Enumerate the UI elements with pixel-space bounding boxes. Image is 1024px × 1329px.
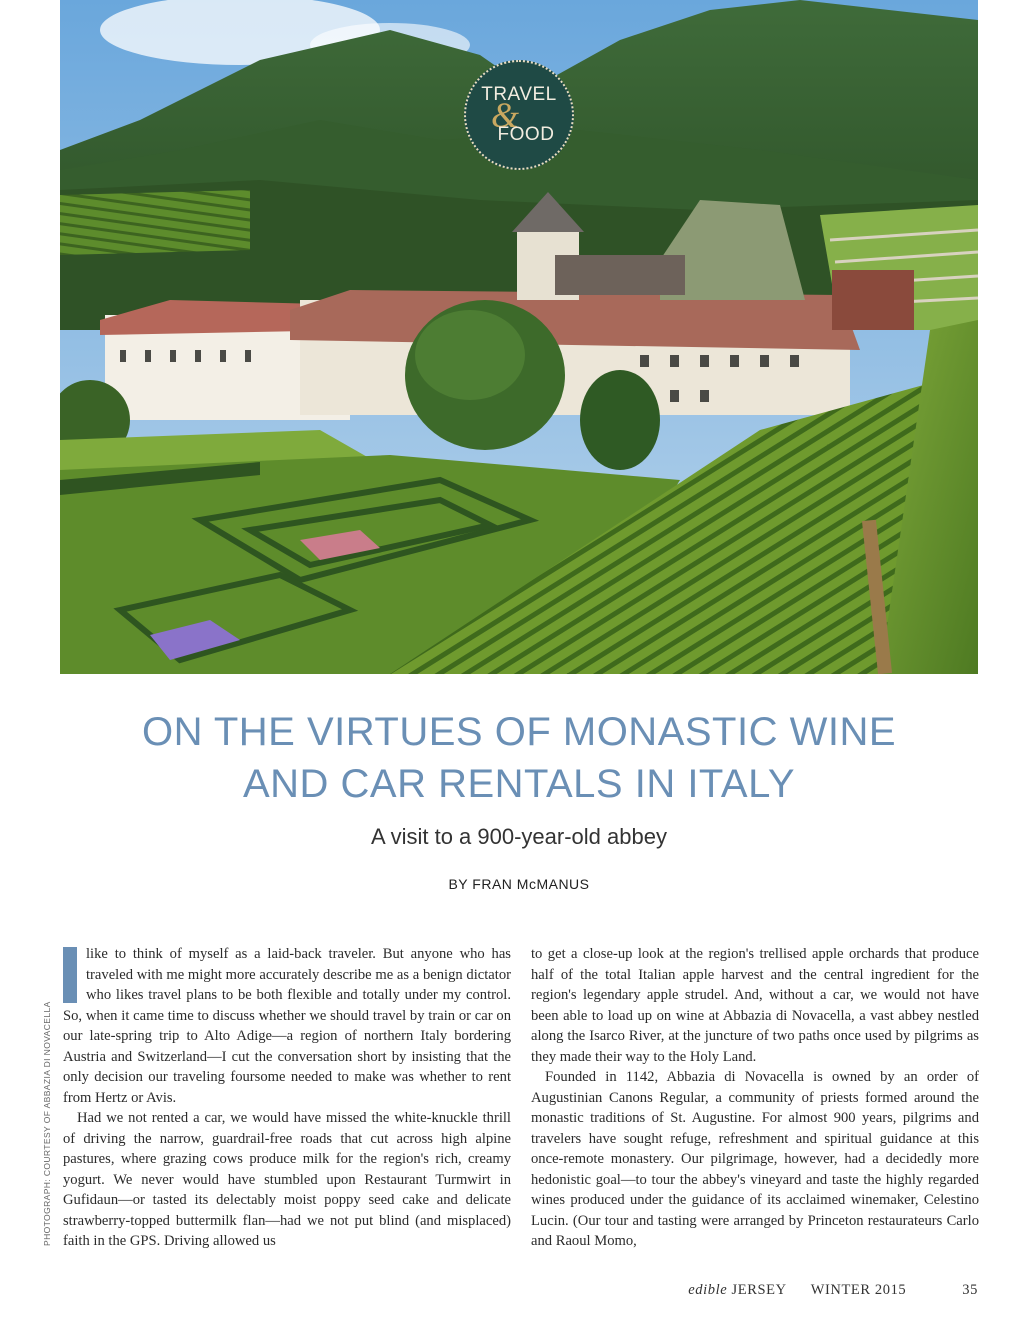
badge-ampersand: & bbox=[490, 95, 519, 135]
article-byline: BY FRAN McMANUS bbox=[448, 876, 590, 892]
page-number: 35 bbox=[962, 1282, 978, 1298]
page-footer bbox=[688, 1282, 978, 1299]
body-paragraph: Founded in 1142, Abbazia di Novacella is owned by an order of Augustinian Canons Regular, a community of priests formed around the monastic traditions of St. Augustine. For almost 900 years, pilgrims and travelers have sought refuge, refreshment and spiritual guidance at this once-remote monastery. Our pilgrimage, however, had a decidedly more hedonistic goal—to tour the abbey's vineyard and taste the highly regarded wines produced under the guidance of its acclaimed winemaker, Celestino Lucin. (Our tour and tasting were arranged by Princeton restaurateurs Carlo and Raoul Momo, bbox=[531, 1069, 979, 1249]
photo-credit: PHOTOGRAPH: COURTESY OF ABBAZIA DI NOVACELLA bbox=[42, 1001, 52, 1246]
magazine-name-edible: edible bbox=[688, 1282, 728, 1298]
paragraph-text: like to think of myself as a laid-back traveler. But anyone who has traveled with me might more accurately describe me as a benign dictator who likes travel plans to be both flexible and totally under my control. So, when it came time to discuss whether we should travel by train or car on our late-spring trip to Alto Adige—a region of northern Italy bordering Austria and Switzerland—I cut the conversation short by insisting that the only decision our traveling foursome needed to make was whether to rent from Hertz or Avis. bbox=[63, 946, 511, 1106]
headline-line-2: AND CAR RENTALS IN ITALY bbox=[242, 762, 796, 806]
body-column-left bbox=[63, 944, 511, 1252]
magazine-name-jersey: JERSEY bbox=[731, 1282, 787, 1298]
body-paragraph: Had we not rented a car, we would have missed the white-knuckle thrill of driving the narrow, guardrail-free roads that cut across high alpine pastures, where grazing cows produce milk for the region's rich, creamy yogurt. We never would have stumbled upon Restaurant Turmwirt in Gufidaun—or tasted its delectably moist poppy seed cake and delicate strawberry-topped buttermilk flan—had we not put blind (and misplaced) faith in the GPS. Driving allowed us bbox=[63, 1110, 511, 1249]
travel-food-badge bbox=[464, 60, 574, 170]
issue-label: WINTER 2015 bbox=[810, 1282, 907, 1298]
article-headline bbox=[60, 706, 978, 810]
body-paragraph bbox=[63, 944, 511, 1108]
badge-word-travel: TRAVEL bbox=[481, 84, 557, 105]
badge-word-food: FOOD bbox=[497, 124, 555, 145]
body-column-right bbox=[531, 944, 979, 1252]
dropcap-i-mark bbox=[63, 947, 77, 1003]
article-subhead: A visit to a 900-year-old abbey bbox=[371, 824, 667, 849]
headline-line-1: ON THE VIRTUES OF MONASTIC WINE bbox=[141, 710, 897, 754]
body-paragraph-continued: to get a close-up look at the region's trellised apple orchards that produce half of the total Italian apple harvest and the central ingredient for the region's legendary apple strudel. And, without a car, we would not have been able to load up on wine at Abbazia di Novacella, a vast abbey nestled along the Isarco River, at the juncture of two paths once used by pilgrims as they made their way to the Holy Land. bbox=[531, 946, 979, 1065]
